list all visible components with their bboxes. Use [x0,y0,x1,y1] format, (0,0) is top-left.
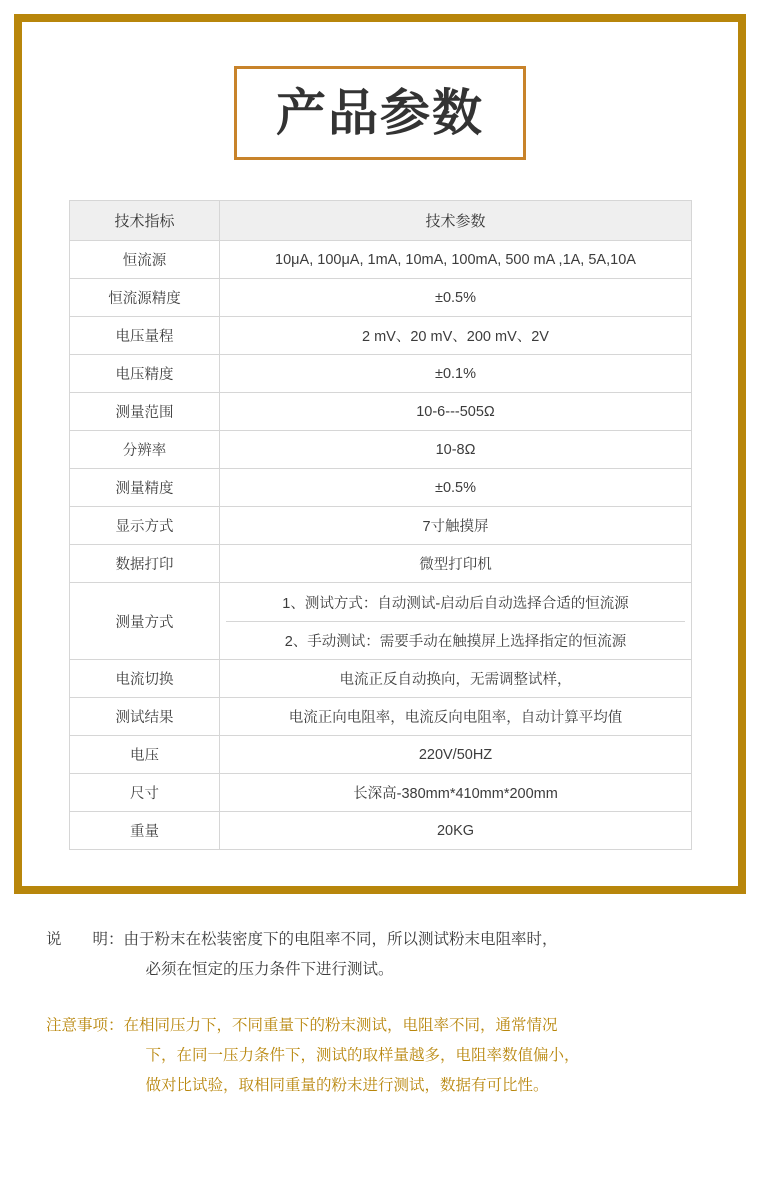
row-label: 测量范围 [70,393,220,431]
spec-table-head [70,201,692,241]
row-value: 10-8Ω [220,431,692,469]
row-label: 重量 [70,812,220,850]
column-header-metric: 技术指标 [70,201,220,241]
frame-content [22,22,738,886]
row-label: 测量方式 [70,583,220,660]
page-title-box [234,66,526,160]
note-explanation [46,925,714,985]
table-row [70,279,692,317]
note-label: 说 明： [46,931,124,948]
row-label: 分辨率 [70,431,220,469]
table-row [70,774,692,812]
row-value: 220V/50HZ [220,736,692,774]
row-label: 电压 [70,736,220,774]
row-value: 20KG [220,812,692,850]
page-title: 产品参数 [276,84,484,142]
spec-table-wrapper [69,200,691,850]
table-row [70,736,692,774]
row-label: 电压精度 [70,355,220,393]
row-value: ±0.5% [220,469,692,507]
note-line: 做对比试验，取相同重量的粉末进行测试，数据有可比性。 [145,1077,549,1094]
notes-section [0,925,760,1127]
table-row [70,545,692,583]
table-row [70,469,692,507]
row-value-line: 1、测试方式：自动测试-启动后自动选择合适的恒流源 [282,595,629,612]
row-label: 恒流源精度 [70,279,220,317]
gold-frame [14,14,746,894]
table-row [70,507,692,545]
row-value-line: 2、手动测试：需要手动在触摸屏上选择指定的恒流源 [226,621,685,659]
row-value: 长深高-380mm*410mm*200mm [220,774,692,812]
note-label: 注意事项： [46,1017,124,1034]
row-label: 显示方式 [70,507,220,545]
table-row [70,812,692,850]
row-value: 10-6---505Ω [220,393,692,431]
table-row [70,393,692,431]
spec-table-body [70,241,692,850]
row-label: 测量精度 [70,469,220,507]
column-header-parameter: 技术参数 [220,201,692,241]
row-label: 测试结果 [70,698,220,736]
note-body [124,925,714,985]
table-row [70,583,692,660]
table-row [70,317,692,355]
note-body [124,1011,714,1101]
note-line: 必须在恒定的压力条件下进行测试。 [145,961,394,978]
row-value: ±0.5% [220,279,692,317]
table-row [70,431,692,469]
table-header-row [70,201,692,241]
note-line: 由于粉末在松装密度下的电阻率不同，所以测试粉末电阻率时， [123,931,558,948]
table-row [70,660,692,698]
row-value: 电流正向电阻率，电流反向电阻率，自动计算平均值 [220,698,692,736]
row-label: 尺寸 [70,774,220,812]
row-value: 电流正反自动换向，无需调整试样， [220,660,692,698]
note-line: 在相同压力下，不同重量下的粉末测试，电阻率不同，通常情况 [123,1017,558,1034]
row-label: 电压量程 [70,317,220,355]
table-row [70,241,692,279]
table-row [70,355,692,393]
row-value: 2 mV、20 mV、200 mV、2V [220,317,692,355]
table-row [70,698,692,736]
row-value-multiline [220,583,692,660]
spec-table [69,200,692,850]
row-value: 7寸触摸屏 [220,507,692,545]
row-label: 电流切换 [70,660,220,698]
row-value: 微型打印机 [220,545,692,583]
row-label: 数据打印 [70,545,220,583]
row-value: ±0.1% [220,355,692,393]
row-label: 恒流源 [70,241,220,279]
note-line: 下，在同一压力条件下，测试的取样量越多，电阻率数值偏小， [145,1047,580,1064]
row-value: 10μA, 100μA, 1mA, 10mA, 100mA, 500 mA ,1A, 5A,10A [220,241,692,279]
note-caution [46,1011,714,1101]
